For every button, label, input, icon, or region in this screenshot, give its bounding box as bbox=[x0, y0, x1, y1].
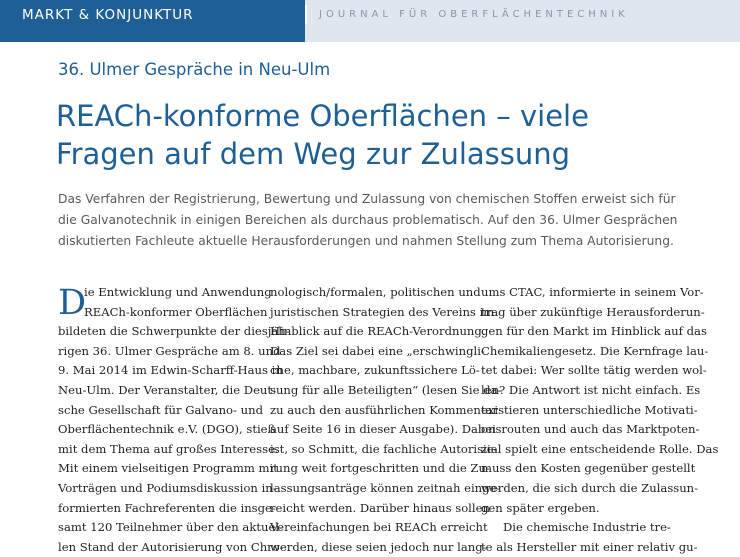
body-line: Chemikaliengesetz. Die Kernfrage lau- bbox=[481, 343, 709, 358]
journal-banner bbox=[305, 0, 740, 42]
body-line: zu auch den ausführlichen Kommentar bbox=[270, 402, 498, 417]
body-column-2 bbox=[270, 283, 502, 557]
body-line: zial spielt eine entscheidende Rolle. Das bbox=[481, 441, 719, 456]
body-line: rigen 36. Ulmer Gespräche am 8. und bbox=[58, 343, 281, 358]
body-line: trag über zukünftige Herausforderun- bbox=[481, 304, 705, 319]
lead-line: diskutierten Fachleute aktuelle Herausforderungen und nahmen Stellung zum Thema Autorisierung. bbox=[58, 234, 674, 248]
headline-line: REACh-konforme Oberflächen – viele bbox=[56, 99, 589, 133]
body-line: onsrouten und auch das Marktpoten- bbox=[481, 422, 700, 437]
body-line: existieren unterschiedliche Motivati- bbox=[481, 402, 698, 417]
body-line: Das Ziel sei dabei eine „erschwingli- bbox=[270, 343, 485, 358]
body-line: Neu-Ulm. Der Veranstalter, die Deut- bbox=[58, 382, 276, 397]
body-line: Oberflächentechnik e.V. (DGO), stieß bbox=[58, 422, 276, 437]
body-line: len Stand der Autorisierung von Chro- bbox=[58, 539, 284, 554]
section-label: MARKT & KONJUNKTUR bbox=[0, 0, 305, 42]
body-line: ist, so Schmitt, die fachliche Autorisie- bbox=[270, 441, 498, 456]
article-kicker: 36. Ulmer Gespräche in Neu-Ulm bbox=[58, 60, 331, 79]
body-line: sche Gesellschaft für Galvano- und bbox=[58, 402, 263, 417]
body-line: Mit einem vielseitigen Programm mit bbox=[58, 461, 278, 476]
body-column-3 bbox=[481, 283, 740, 557]
body-line: reicht werden. Darüber hinaus sollen bbox=[270, 500, 490, 515]
body-line: lassungsanträge können zeitnah einge- bbox=[270, 480, 501, 495]
body-line: Vereinfachungen bei REACh erreicht bbox=[270, 520, 488, 535]
body-line: juristischen Strategien des Vereins im bbox=[270, 304, 495, 319]
body-line: gen für den Markt im Hinblick auf das bbox=[481, 324, 707, 339]
body-line: ums CTAC, informierte in seinem Vor- bbox=[481, 285, 704, 299]
body-line: te als Hersteller mit einer relativ gu- bbox=[481, 539, 698, 554]
body-line: samt 120 Teilnehmer über den aktuel- bbox=[58, 520, 283, 535]
journal-divider bbox=[305, 5, 307, 24]
body-line: mit dem Thema auf großes Interesse. bbox=[58, 441, 279, 456]
body-line: REACh-konformer Oberflächen bbox=[84, 304, 268, 319]
headline-line: Fragen auf dem Weg zur Zulassung bbox=[56, 137, 571, 171]
body-line: len? Die Antwort ist nicht einfach. Es bbox=[481, 382, 701, 397]
lead-line: Das Verfahren der Registrierung, Bewertung und Zulassung von chemischen Stoffen erweist sich für bbox=[58, 192, 676, 206]
body-line: ie Entwicklung und Anwendung bbox=[84, 285, 272, 299]
body-line: Hinblick auf die REACh-Verordnung. bbox=[270, 324, 486, 339]
body-line: formierten Fachreferenten die insge- bbox=[58, 500, 276, 515]
article-headline bbox=[56, 97, 736, 173]
body-column-1 bbox=[58, 283, 290, 557]
body-line: muss den Kosten gegenüber gestellt bbox=[481, 461, 696, 476]
body-line: sung für alle Beteiligten“ (lesen Sie da- bbox=[270, 382, 502, 397]
body-line: Vorträgen und Podiumsdiskussion in- bbox=[58, 480, 277, 495]
lead-line: die Galvanotechnik in einigen Bereichen als durchaus problematisch. Auf den 36. Ulmer Gesprächen bbox=[58, 213, 678, 227]
body-line: nologisch/formalen, politischen und bbox=[270, 285, 481, 299]
drop-cap: D bbox=[58, 283, 87, 323]
body-line: 9. Mai 2014 im Edwin-Scharff-Haus in bbox=[58, 363, 283, 378]
body-line: werden, diese seien jedoch nur lang- bbox=[270, 539, 487, 554]
page-header bbox=[0, 0, 740, 42]
body-line: werden, die sich durch die Zulassun- bbox=[481, 480, 699, 495]
body-line: auf Seite 16 in dieser Ausgabe). Dabei bbox=[270, 422, 496, 437]
body-line: rung weit fortgeschritten und die Zu- bbox=[270, 461, 490, 476]
body-line: Die chemische Industrie tre- bbox=[503, 520, 671, 535]
body-line: gen später ergeben. bbox=[481, 500, 600, 515]
article-lead bbox=[58, 189, 740, 252]
journal-title: JOURNAL FÜR OBERFLÄCHENTECHNIK bbox=[319, 9, 629, 20]
body-line: che, machbare, zukunftssichere Lö- bbox=[270, 363, 480, 378]
body-line: bildeten die Schwerpunkte der diesjäh- bbox=[58, 324, 290, 339]
body-line: tet dabei: Wer sollte tätig werden wol- bbox=[481, 363, 707, 378]
